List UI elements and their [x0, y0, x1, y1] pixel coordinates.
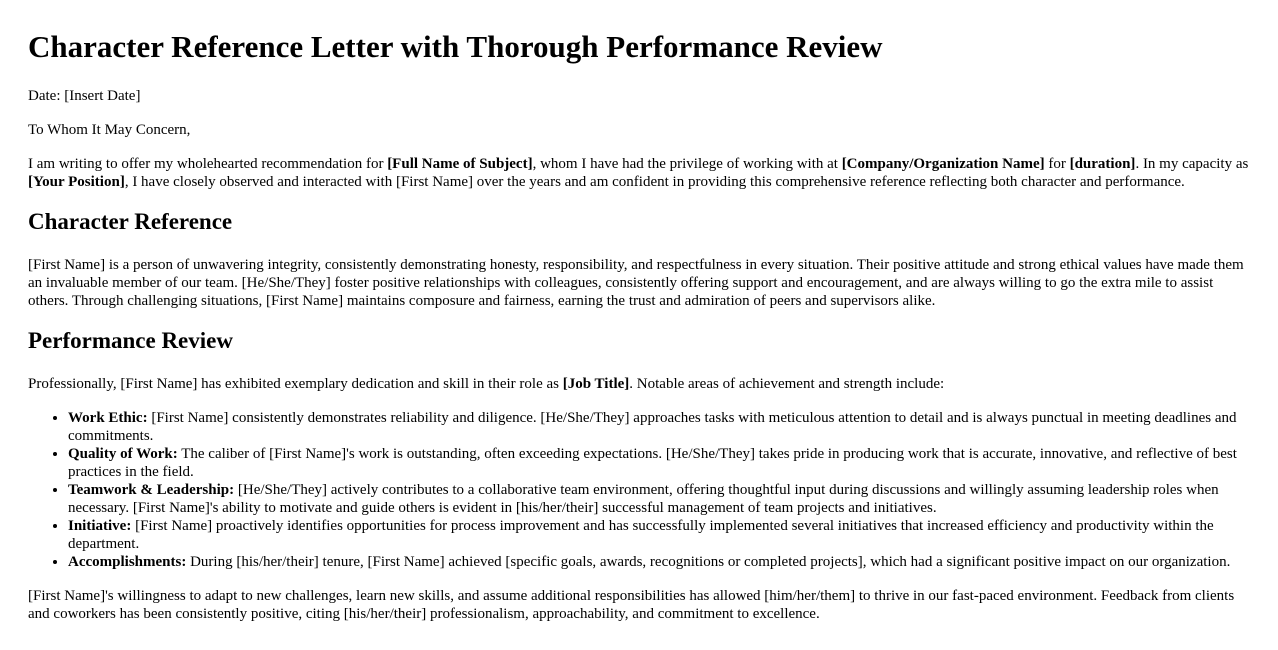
- list-item-text: [First Name] proactively identifies opportunities for process improvement and has successfully implemented several initiatives that increased efficiency and productivity within the department.: [68, 518, 1214, 552]
- intro-text-3: for: [1044, 156, 1070, 172]
- list-item-label: Initiative:: [68, 518, 132, 534]
- list-item: [68, 517, 1250, 553]
- list-item-text: The caliber of [First Name]'s work is outstanding, often exceeding expectations. [He/She/They] takes pride in producing work that is accurate, innovative, and reflective of best practices in the field.: [68, 446, 1237, 480]
- list-item: [68, 553, 1250, 571]
- strengths-list: [28, 409, 1250, 571]
- job-title: [Job Title]: [562, 376, 630, 392]
- list-item-label: Teamwork & Leadership:: [68, 482, 235, 498]
- intro-paragraph: [28, 155, 1250, 191]
- date-line: Date: [Insert Date]: [28, 88, 141, 104]
- list-item-label: Work Ethic:: [68, 410, 148, 426]
- list-item: [68, 445, 1250, 481]
- your-position: [Your Position]: [28, 174, 125, 190]
- intro-text-2: , whom I have had the privilege of working with at: [532, 156, 842, 172]
- character-reference-paragraph: [First Name] is a person of unwavering integrity, consistently demonstrating honesty, responsibility, and respectfulness in every situation. Their positive attitude and strong ethical values have made them an invaluable member of our team. [He/She/They] foster positive relationships with colleagues, consistently offering support and encouragement, and are always willing to go the extra mile to assist others. Through challenging situations, [First Name] maintains composure and fairness, earning the trust and admiration of peers and supervisors alike.: [28, 257, 1244, 309]
- intro-text-4: . In my capacity as: [1135, 156, 1249, 172]
- performance-intro-paragraph: [28, 375, 1250, 393]
- list-item-text: During [his/her/their] tenure, [First Name] achieved [specific goals, awards, recognitions or completed projects], which had a significant positive impact on our organization.: [186, 554, 1231, 570]
- list-item: [68, 409, 1250, 445]
- intro-text-5: , I have closely observed and interacted with [First Name] over the years and am confident in providing this comprehensive reference reflecting both character and performance.: [124, 174, 1185, 190]
- performance-review-heading: Performance Review: [28, 328, 233, 353]
- company-name: [Company/Organization Name]: [841, 156, 1045, 172]
- list-item-label: Accomplishments:: [68, 554, 187, 570]
- performance-intro-text-2: . Notable areas of achievement and strength include:: [629, 376, 945, 392]
- page-title: Character Reference Letter with Thorough Performance Review: [28, 29, 883, 64]
- list-item-label: Quality of Work:: [68, 446, 178, 462]
- list-item-text: [First Name] consistently demonstrates reliability and diligence. [He/She/They] approaches tasks with meticulous attention to detail and is always punctual in meeting deadlines and commitments.: [68, 410, 1237, 444]
- character-reference-heading: Character Reference: [28, 209, 233, 234]
- subject-name: [Full Name of Subject]: [387, 156, 533, 172]
- performance-closing-paragraph: [First Name]'s willingness to adapt to new challenges, learn new skills, and assume additional responsibilities has allowed [him/her/them] to thrive in our fast-paced environment. Feedback from clients and coworkers has been consistently positive, citing [his/her/their] professionalism, approachability, and commitment to excellence.: [28, 588, 1235, 622]
- list-item: [68, 481, 1250, 517]
- salutation: To Whom It May Concern,: [28, 122, 191, 138]
- duration: [duration]: [1069, 156, 1136, 172]
- list-item-text: [He/She/They] actively contributes to a collaborative team environment, offering thoughtful input during discussions and willingly assuming leadership roles when necessary. [First Name]'s ability to motivate and guide others is evident in [his/her/their] successful management of team projects and initiatives.: [68, 482, 1219, 516]
- intro-text-1: I am writing to offer my wholehearted recommendation for: [28, 156, 388, 172]
- performance-intro-text-1: Professionally, [First Name] has exhibited exemplary dedication and skill in their role as: [28, 376, 563, 392]
